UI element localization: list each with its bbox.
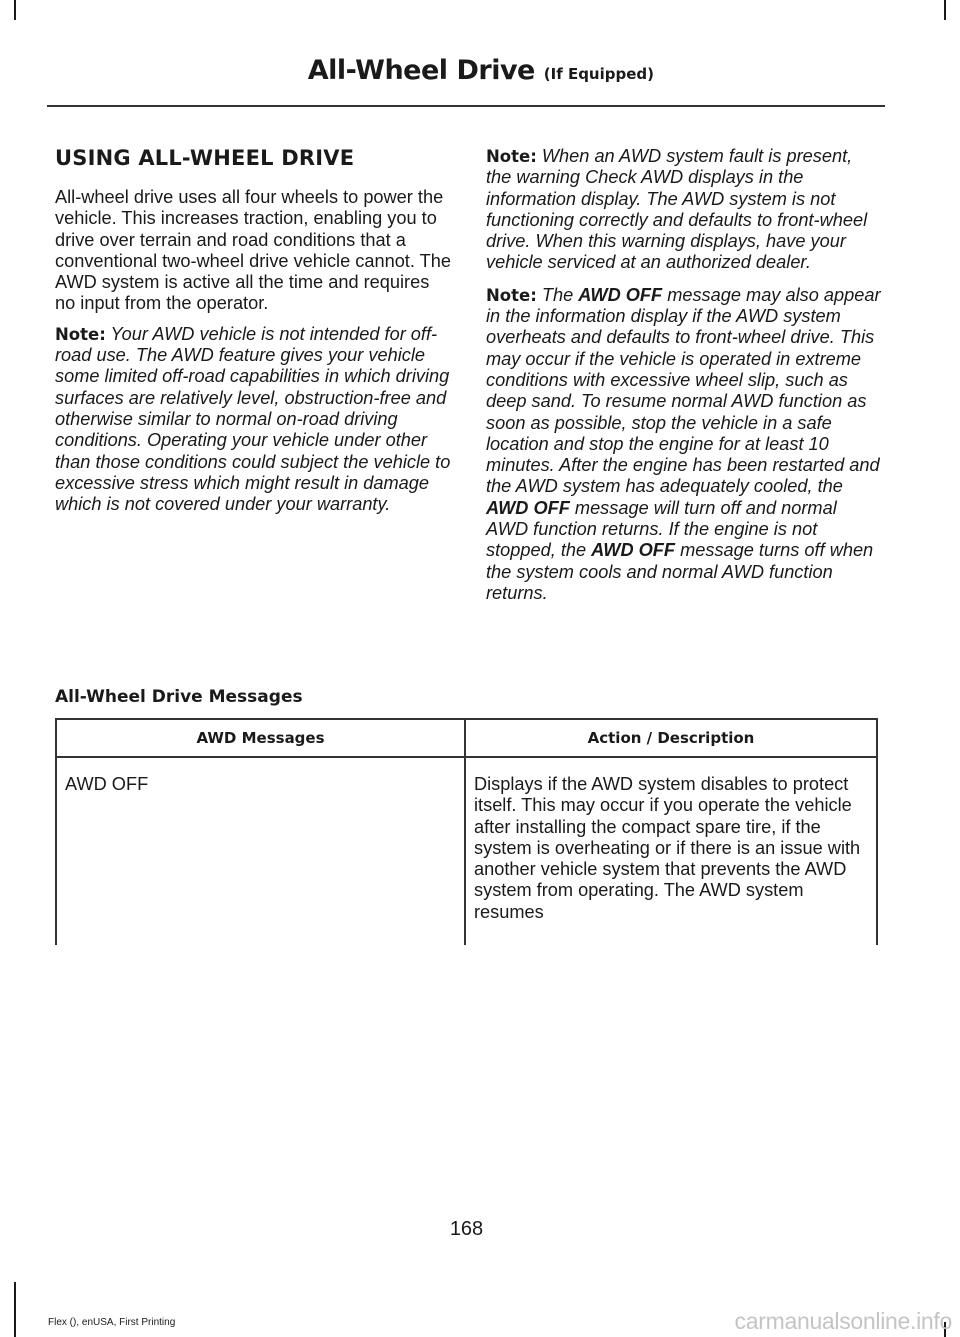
offroad-note — [55, 324, 453, 516]
page-number: 168 — [449, 1218, 484, 1240]
awd-messages-table — [55, 718, 878, 945]
note-text: When an AWD system fault is present, the warning Check AWD displays in the information display. The AWD system is not functioning correctly and defaults to front-wheel drive. When this warning displays, have your vehicle serviced at an authorized dealer. — [486, 146, 868, 273]
note-label: Note: — [486, 147, 537, 166]
note-text-part: message may also appear in the information display if the AWD system overheats and defaults to front-wheel drive. This may occur if the vehicle is operated in extreme conditions with excessive wheel slip, such as deep sand. To resume normal AWD function as soon as possible, stop the vehicle in a safe location and stop the engine for at least 10 minutes. After the engine has been restarted and the AWD system has adequately cooled, the — [486, 284, 881, 497]
table-title: All-Wheel Drive Messages — [55, 687, 303, 707]
watermark: carmanualsonline.info — [734, 1308, 952, 1334]
note-text-part: message turns off when the system cools and normal AWD function returns. — [486, 540, 874, 603]
awd-off-emphasis: AWD OFF — [578, 284, 663, 305]
note-label: Note: — [486, 285, 537, 305]
left-column — [55, 146, 453, 524]
section-heading: USING ALL-WHEEL DRIVE — [55, 146, 355, 170]
header-divider — [47, 105, 885, 107]
awd-off-emphasis: AWD OFF — [591, 540, 676, 561]
column-header-messages: AWD Messages — [55, 720, 465, 756]
crop-mark-top-left — [14, 0, 16, 20]
header-title-text: All-Wheel Drive — [307, 55, 535, 86]
note-text-part: The — [536, 284, 579, 305]
table-header-row — [55, 718, 878, 758]
note-text-part: message will turn off and normal AWD function returns. If the engine is not stopped, the — [486, 497, 837, 561]
note-label: Note: — [55, 324, 106, 344]
message-cell: AWD OFF — [55, 758, 465, 945]
header-subtitle-text: (If Equipped) — [543, 65, 654, 83]
note-text: Your AWD vehicle is not intended for off-road use. The AWD feature gives your vehicle some limited off-road capabilities in which driving surfaces are relatively level, obstruction-free and otherwise similar to normal on-road driving conditions. Operating your vehicle under other than those conditions could subject the vehicle to excessive stress which might result in damage which is not covered under your warranty. — [55, 323, 451, 515]
page-header-title — [308, 55, 654, 86]
fault-note — [486, 146, 881, 274]
crop-mark-bottom-left — [14, 1282, 16, 1337]
intro-paragraph: All-wheel drive uses all four wheels to power the vehicle. This increases traction, enabling you to drive over terrain and road conditions that a conventional two-wheel drive vehicle cannot. The AWD system is active all the time and requires no input from the operator. — [55, 187, 451, 314]
awd-off-note — [486, 285, 881, 604]
awd-off-emphasis: AWD OFF — [486, 497, 570, 518]
right-column — [486, 146, 881, 613]
column-header-description: Action / Description — [465, 720, 878, 756]
crop-mark-top-right — [944, 0, 946, 20]
edition-footer: Flex (), enUSA, First Printing — [48, 1317, 176, 1328]
table-row — [55, 758, 878, 945]
description-cell: Displays if the AWD system disables to protect itself. This may occur if you operate the vehicle after installing the compact spare tire, if the system is overheating or if there is an issue with another vehicle system that prevents the AWD system from operating. The AWD system resumes — [465, 758, 878, 945]
